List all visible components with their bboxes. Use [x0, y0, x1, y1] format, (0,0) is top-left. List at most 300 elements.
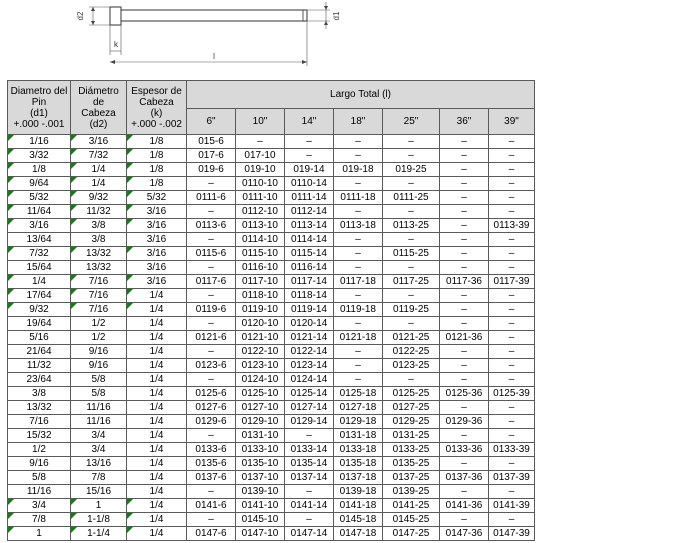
- cell-part-number: 0129-14: [285, 415, 334, 429]
- cell-part-number: 0133-25: [383, 443, 440, 457]
- cell-part-number: 0147-18: [334, 527, 383, 541]
- table-row: [8, 401, 535, 415]
- cell-head-thickness: 1/4: [127, 373, 187, 387]
- table-row: [8, 317, 535, 331]
- header-length: 36": [440, 109, 489, 135]
- cell-head-diameter: 3/16: [71, 135, 127, 149]
- cell-part-number: 0111-14: [285, 191, 334, 205]
- cell-part-number: –: [440, 135, 489, 149]
- label-d1: d1: [332, 11, 341, 21]
- table-row: [8, 177, 535, 191]
- cell-part-number: –: [489, 149, 535, 163]
- table-row: [8, 457, 535, 471]
- cell-part-number: 0123-25: [383, 359, 440, 373]
- cell-part-number: –: [383, 135, 440, 149]
- table-row: [8, 303, 535, 317]
- cell-part-number: –: [489, 373, 535, 387]
- cell-head-diameter: 1-1/4: [71, 527, 127, 541]
- cell-part-number: 0113-18: [334, 219, 383, 233]
- cell-pin-diameter: 9/16: [8, 457, 71, 471]
- cell-part-number: 0117-39: [489, 275, 535, 289]
- cell-pin-diameter: 9/64: [8, 177, 71, 191]
- cell-head-diameter: 9/16: [71, 359, 127, 373]
- table-row: [8, 205, 535, 219]
- table-row: [8, 415, 535, 429]
- cell-part-number: –: [489, 331, 535, 345]
- cell-head-diameter: 7/16: [71, 289, 127, 303]
- table-row: [8, 499, 535, 513]
- cell-part-number: –: [187, 233, 236, 247]
- cell-part-number: 0147-36: [440, 527, 489, 541]
- cell-part-number: –: [489, 135, 535, 149]
- cell-head-thickness: 1/4: [127, 513, 187, 527]
- cell-part-number: –: [489, 485, 535, 499]
- cell-head-diameter: 11/32: [71, 205, 127, 219]
- cell-part-number: 0135-14: [285, 457, 334, 471]
- cell-head-diameter: 9/32: [71, 191, 127, 205]
- table-row: [8, 345, 535, 359]
- table-row: [8, 149, 535, 163]
- header-length: 6": [187, 109, 236, 135]
- cell-part-number: –: [489, 415, 535, 429]
- header-length: 39": [489, 109, 535, 135]
- cell-pin-diameter: 5/8: [8, 471, 71, 485]
- cell-head-diameter: 11/16: [71, 401, 127, 415]
- cell-head-diameter: 13/32: [71, 247, 127, 261]
- cell-part-number: 0118-10: [236, 289, 285, 303]
- cell-part-number: –: [489, 457, 535, 471]
- cell-part-number: 0114-10: [236, 233, 285, 247]
- cell-part-number: 0113-10: [236, 219, 285, 233]
- cell-part-number: –: [489, 191, 535, 205]
- cell-head-diameter: 9/16: [71, 345, 127, 359]
- cell-head-thickness: 3/16: [127, 261, 187, 275]
- cell-pin-diameter: 9/32: [8, 303, 71, 317]
- cell-part-number: –: [187, 289, 236, 303]
- cell-part-number: 0119-18: [334, 303, 383, 317]
- cell-part-number: –: [236, 135, 285, 149]
- cell-part-number: 0122-25: [383, 345, 440, 359]
- cell-head-thickness: 3/16: [127, 205, 187, 219]
- cell-pin-diameter: 1: [8, 527, 71, 541]
- cell-part-number: –: [489, 261, 535, 275]
- cell-part-number: –: [440, 219, 489, 233]
- cell-part-number: 0125-39: [489, 387, 535, 401]
- cell-part-number: 0141-10: [236, 499, 285, 513]
- cell-part-number: –: [285, 429, 334, 443]
- cell-part-number: –: [440, 303, 489, 317]
- cell-part-number: 0113-39: [489, 219, 535, 233]
- cell-part-number: 0117-14: [285, 275, 334, 289]
- cell-head-diameter: 13/16: [71, 457, 127, 471]
- cell-part-number: 0129-18: [334, 415, 383, 429]
- cell-part-number: –: [440, 163, 489, 177]
- cell-pin-diameter: 7/8: [8, 513, 71, 527]
- cell-part-number: 0145-10: [236, 513, 285, 527]
- cell-head-thickness: 1/8: [127, 135, 187, 149]
- cell-part-number: –: [383, 177, 440, 191]
- cell-head-diameter: 13/32: [71, 261, 127, 275]
- cell-part-number: 0112-10: [236, 205, 285, 219]
- cell-head-diameter: 3/8: [71, 233, 127, 247]
- cell-part-number: 0111-25: [383, 191, 440, 205]
- header-total-length: Largo Total (l): [187, 81, 535, 109]
- cell-part-number: 0127-10: [236, 401, 285, 415]
- cell-part-number: 0135-18: [334, 457, 383, 471]
- cell-part-number: –: [440, 149, 489, 163]
- cell-part-number: –: [440, 345, 489, 359]
- table-row: [8, 527, 535, 541]
- cell-part-number: –: [187, 345, 236, 359]
- cell-part-number: 0119-25: [383, 303, 440, 317]
- label-k: k: [114, 40, 118, 49]
- cell-part-number: –: [489, 345, 535, 359]
- table-row: [8, 191, 535, 205]
- cell-part-number: 0120-10: [236, 317, 285, 331]
- cell-head-diameter: 3/4: [71, 443, 127, 457]
- cell-pin-diameter: 17/64: [8, 289, 71, 303]
- cell-part-number: –: [334, 149, 383, 163]
- header-head-thickness: Espesor de Cabeza (k) +.000 -.002: [127, 81, 187, 135]
- cell-head-diameter: 11/16: [71, 415, 127, 429]
- cell-part-number: 0117-36: [440, 275, 489, 289]
- cell-part-number: 0137-36: [440, 471, 489, 485]
- cell-part-number: 0120-14: [285, 317, 334, 331]
- table-row: [8, 219, 535, 233]
- cell-part-number: 0141-39: [489, 499, 535, 513]
- cell-part-number: 0131-10: [236, 429, 285, 443]
- cell-part-number: 017-6: [187, 149, 236, 163]
- cell-part-number: 0125-36: [440, 387, 489, 401]
- header-length: 25": [383, 109, 440, 135]
- cell-part-number: 0135-10: [236, 457, 285, 471]
- cell-pin-diameter: 23/64: [8, 373, 71, 387]
- cell-head-diameter: 7/8: [71, 471, 127, 485]
- cell-part-number: –: [489, 289, 535, 303]
- cell-part-number: –: [440, 429, 489, 443]
- table-row: [8, 331, 535, 345]
- cell-head-diameter: 15/16: [71, 485, 127, 499]
- cell-pin-diameter: 11/64: [8, 205, 71, 219]
- cell-part-number: 0137-14: [285, 471, 334, 485]
- cell-part-number: –: [383, 233, 440, 247]
- cell-part-number: –: [187, 261, 236, 275]
- cell-part-number: 0121-14: [285, 331, 334, 345]
- cell-head-diameter: 5/8: [71, 387, 127, 401]
- cell-part-number: 0145-25: [383, 513, 440, 527]
- cell-part-number: –: [489, 317, 535, 331]
- table-row: [8, 429, 535, 443]
- cell-part-number: 0122-14: [285, 345, 334, 359]
- cell-part-number: 0123-14: [285, 359, 334, 373]
- cell-part-number: 0141-18: [334, 499, 383, 513]
- cell-head-diameter: 7/16: [71, 303, 127, 317]
- cell-pin-diameter: 3/32: [8, 149, 71, 163]
- cell-part-number: 0123-6: [187, 359, 236, 373]
- cell-head-thickness: 1/4: [127, 401, 187, 415]
- cell-part-number: 0110-14: [285, 177, 334, 191]
- cell-part-number: –: [489, 163, 535, 177]
- table-row: [8, 513, 535, 527]
- cell-part-number: 0110-10: [236, 177, 285, 191]
- cell-head-thickness: 1/8: [127, 163, 187, 177]
- cell-part-number: –: [489, 177, 535, 191]
- cell-part-number: –: [489, 429, 535, 443]
- cell-part-number: –: [285, 149, 334, 163]
- cell-head-thickness: 3/16: [127, 275, 187, 289]
- table-row: [8, 373, 535, 387]
- cell-head-diameter: 1/4: [71, 163, 127, 177]
- cell-part-number: –: [440, 177, 489, 191]
- cell-part-number: –: [334, 261, 383, 275]
- cell-pin-diameter: 5/16: [8, 331, 71, 345]
- cell-part-number: –: [440, 317, 489, 331]
- cell-pin-diameter: 11/16: [8, 485, 71, 499]
- label-l: l: [213, 52, 215, 61]
- cell-part-number: 015-6: [187, 135, 236, 149]
- cell-part-number: –: [440, 359, 489, 373]
- cell-part-number: 0135-6: [187, 457, 236, 471]
- cell-part-number: 0133-18: [334, 443, 383, 457]
- cell-head-diameter: 5/8: [71, 373, 127, 387]
- cell-part-number: 0135-25: [383, 457, 440, 471]
- cell-part-number: –: [383, 205, 440, 219]
- cell-part-number: 0127-25: [383, 401, 440, 415]
- cell-part-number: –: [334, 345, 383, 359]
- cell-part-number: 0131-25: [383, 429, 440, 443]
- cell-head-thickness: 5/32: [127, 191, 187, 205]
- cell-part-number: –: [440, 513, 489, 527]
- cell-part-number: –: [440, 401, 489, 415]
- cell-pin-diameter: 3/8: [8, 387, 71, 401]
- header-head-diameter: Diámetro de Cabeza (d2): [71, 81, 127, 135]
- cell-head-diameter: 3/4: [71, 429, 127, 443]
- cell-part-number: 0123-10: [236, 359, 285, 373]
- cell-part-number: 0114-14: [285, 233, 334, 247]
- cell-part-number: –: [383, 149, 440, 163]
- cell-part-number: –: [440, 485, 489, 499]
- cell-part-number: –: [383, 317, 440, 331]
- cell-head-thickness: 1/4: [127, 457, 187, 471]
- cell-part-number: 017-10: [236, 149, 285, 163]
- cell-part-number: –: [489, 513, 535, 527]
- label-d2: d2: [76, 11, 85, 21]
- cell-part-number: 019-25: [383, 163, 440, 177]
- cell-part-number: –: [334, 177, 383, 191]
- pin-shaft: [121, 10, 307, 21]
- cell-part-number: 0127-18: [334, 401, 383, 415]
- cell-part-number: 0139-25: [383, 485, 440, 499]
- cell-part-number: –: [489, 233, 535, 247]
- cell-pin-diameter: 15/32: [8, 429, 71, 443]
- cell-part-number: 0113-14: [285, 219, 334, 233]
- cell-part-number: 0141-36: [440, 499, 489, 513]
- cell-part-number: 0133-10: [236, 443, 285, 457]
- cell-part-number: 019-14: [285, 163, 334, 177]
- cell-part-number: 0129-36: [440, 415, 489, 429]
- cell-part-number: –: [440, 191, 489, 205]
- cell-part-number: 0121-36: [440, 331, 489, 345]
- table-row: [8, 443, 535, 457]
- cell-part-number: 0133-14: [285, 443, 334, 457]
- cell-part-number: 019-10: [236, 163, 285, 177]
- cell-part-number: –: [440, 373, 489, 387]
- cell-head-thickness: 1/4: [127, 415, 187, 429]
- cell-part-number: 0133-36: [440, 443, 489, 457]
- cell-part-number: 0115-25: [383, 247, 440, 261]
- cell-head-thickness: 1/8: [127, 149, 187, 163]
- cell-part-number: 0115-14: [285, 247, 334, 261]
- cell-part-number: 019-18: [334, 163, 383, 177]
- header-length: 14": [285, 109, 334, 135]
- table-row: [8, 261, 535, 275]
- cell-part-number: –: [334, 247, 383, 261]
- cell-part-number: –: [187, 177, 236, 191]
- cell-head-diameter: 1-1/8: [71, 513, 127, 527]
- cell-pin-diameter: 7/32: [8, 247, 71, 261]
- cell-head-thickness: 1/4: [127, 331, 187, 345]
- cell-part-number: –: [383, 261, 440, 275]
- cell-head-thickness: 1/4: [127, 471, 187, 485]
- cell-part-number: 0112-14: [285, 205, 334, 219]
- cell-part-number: 0117-10: [236, 275, 285, 289]
- cell-part-number: 0115-6: [187, 247, 236, 261]
- cell-pin-diameter: 13/64: [8, 233, 71, 247]
- cell-head-thickness: 1/4: [127, 345, 187, 359]
- cell-part-number: 0141-25: [383, 499, 440, 513]
- cell-part-number: 0139-18: [334, 485, 383, 499]
- cell-head-diameter: 1/2: [71, 331, 127, 345]
- cell-part-number: –: [187, 429, 236, 443]
- table-row: [8, 359, 535, 373]
- header-length: 18": [334, 109, 383, 135]
- cell-part-number: –: [489, 303, 535, 317]
- cell-part-number: 0125-14: [285, 387, 334, 401]
- cell-part-number: 0147-25: [383, 527, 440, 541]
- cell-part-number: 0137-10: [236, 471, 285, 485]
- cell-part-number: –: [187, 317, 236, 331]
- cell-part-number: 0121-18: [334, 331, 383, 345]
- cell-part-number: 0129-6: [187, 415, 236, 429]
- cell-pin-diameter: 3/16: [8, 219, 71, 233]
- cell-part-number: –: [489, 247, 535, 261]
- table-row: [8, 485, 535, 499]
- cell-head-thickness: 1/4: [127, 303, 187, 317]
- cell-part-number: 0117-18: [334, 275, 383, 289]
- cell-part-number: –: [187, 373, 236, 387]
- cell-part-number: –: [187, 205, 236, 219]
- cell-pin-diameter: 5/32: [8, 191, 71, 205]
- cell-pin-diameter: 21/64: [8, 345, 71, 359]
- cell-part-number: 0121-25: [383, 331, 440, 345]
- cell-head-thickness: 1/4: [127, 485, 187, 499]
- table-row: [8, 471, 535, 485]
- cell-pin-diameter: 1/16: [8, 135, 71, 149]
- cell-part-number: 0129-25: [383, 415, 440, 429]
- cell-pin-diameter: 19/64: [8, 317, 71, 331]
- cell-head-thickness: 1/4: [127, 317, 187, 331]
- cell-head-thickness: 1/4: [127, 289, 187, 303]
- cell-head-thickness: 1/4: [127, 429, 187, 443]
- cell-part-number: 0147-39: [489, 527, 535, 541]
- cell-part-number: –: [285, 485, 334, 499]
- cell-head-diameter: 1: [71, 499, 127, 513]
- table-row: [8, 387, 535, 401]
- cell-part-number: –: [440, 205, 489, 219]
- cell-part-number: –: [334, 135, 383, 149]
- table-row: [8, 275, 535, 289]
- cell-part-number: –: [187, 513, 236, 527]
- cell-part-number: –: [489, 205, 535, 219]
- cell-part-number: 0125-18: [334, 387, 383, 401]
- cell-part-number: 0115-10: [236, 247, 285, 261]
- cell-head-diameter: 1/2: [71, 317, 127, 331]
- cell-head-diameter: 7/32: [71, 149, 127, 163]
- cell-part-number: 0119-6: [187, 303, 236, 317]
- cell-part-number: 0117-25: [383, 275, 440, 289]
- cell-head-thickness: 1/4: [127, 527, 187, 541]
- cell-part-number: –: [440, 233, 489, 247]
- cell-part-number: 0125-6: [187, 387, 236, 401]
- cell-part-number: –: [187, 485, 236, 499]
- cell-head-thickness: 1/4: [127, 359, 187, 373]
- cell-part-number: 0121-6: [187, 331, 236, 345]
- cell-part-number: 0111-6: [187, 191, 236, 205]
- cell-part-number: 0127-6: [187, 401, 236, 415]
- cell-head-diameter: 7/16: [71, 275, 127, 289]
- table-row: [8, 289, 535, 303]
- cell-pin-diameter: 1/4: [8, 275, 71, 289]
- cell-part-number: –: [440, 289, 489, 303]
- cell-part-number: 0113-25: [383, 219, 440, 233]
- cell-pin-diameter: 1/8: [8, 163, 71, 177]
- cell-part-number: 0139-10: [236, 485, 285, 499]
- cell-part-number: 0127-14: [285, 401, 334, 415]
- cell-pin-diameter: 3/4: [8, 499, 71, 513]
- cell-part-number: –: [285, 135, 334, 149]
- cell-part-number: –: [489, 359, 535, 373]
- cell-part-number: –: [489, 401, 535, 415]
- table-row: [8, 163, 535, 177]
- cell-head-thickness: 3/16: [127, 219, 187, 233]
- cell-part-number: 0147-10: [236, 527, 285, 541]
- cell-part-number: 0147-6: [187, 527, 236, 541]
- cell-part-number: 0119-10: [236, 303, 285, 317]
- cell-pin-diameter: 15/64: [8, 261, 71, 275]
- cell-head-diameter: 3/8: [71, 219, 127, 233]
- cell-part-number: –: [334, 289, 383, 303]
- cell-head-diameter: 1/4: [71, 177, 127, 191]
- cell-part-number: –: [334, 373, 383, 387]
- cell-part-number: 0125-10: [236, 387, 285, 401]
- cell-part-number: 0116-14: [285, 261, 334, 275]
- cell-part-number: 0113-6: [187, 219, 236, 233]
- cell-pin-diameter: 1/2: [8, 443, 71, 457]
- cell-part-number: 0141-14: [285, 499, 334, 513]
- cell-head-thickness: 3/16: [127, 247, 187, 261]
- cell-part-number: 0133-39: [489, 443, 535, 457]
- cell-part-number: 0147-14: [285, 527, 334, 541]
- cell-part-number: –: [440, 457, 489, 471]
- cell-part-number: –: [334, 205, 383, 219]
- cell-part-number: –: [334, 233, 383, 247]
- table-row: [8, 135, 535, 149]
- cell-part-number: –: [383, 373, 440, 387]
- cell-part-number: 0137-6: [187, 471, 236, 485]
- cell-head-thickness: 1/8: [127, 177, 187, 191]
- cell-part-number: 0137-39: [489, 471, 535, 485]
- cell-part-number: 0116-10: [236, 261, 285, 275]
